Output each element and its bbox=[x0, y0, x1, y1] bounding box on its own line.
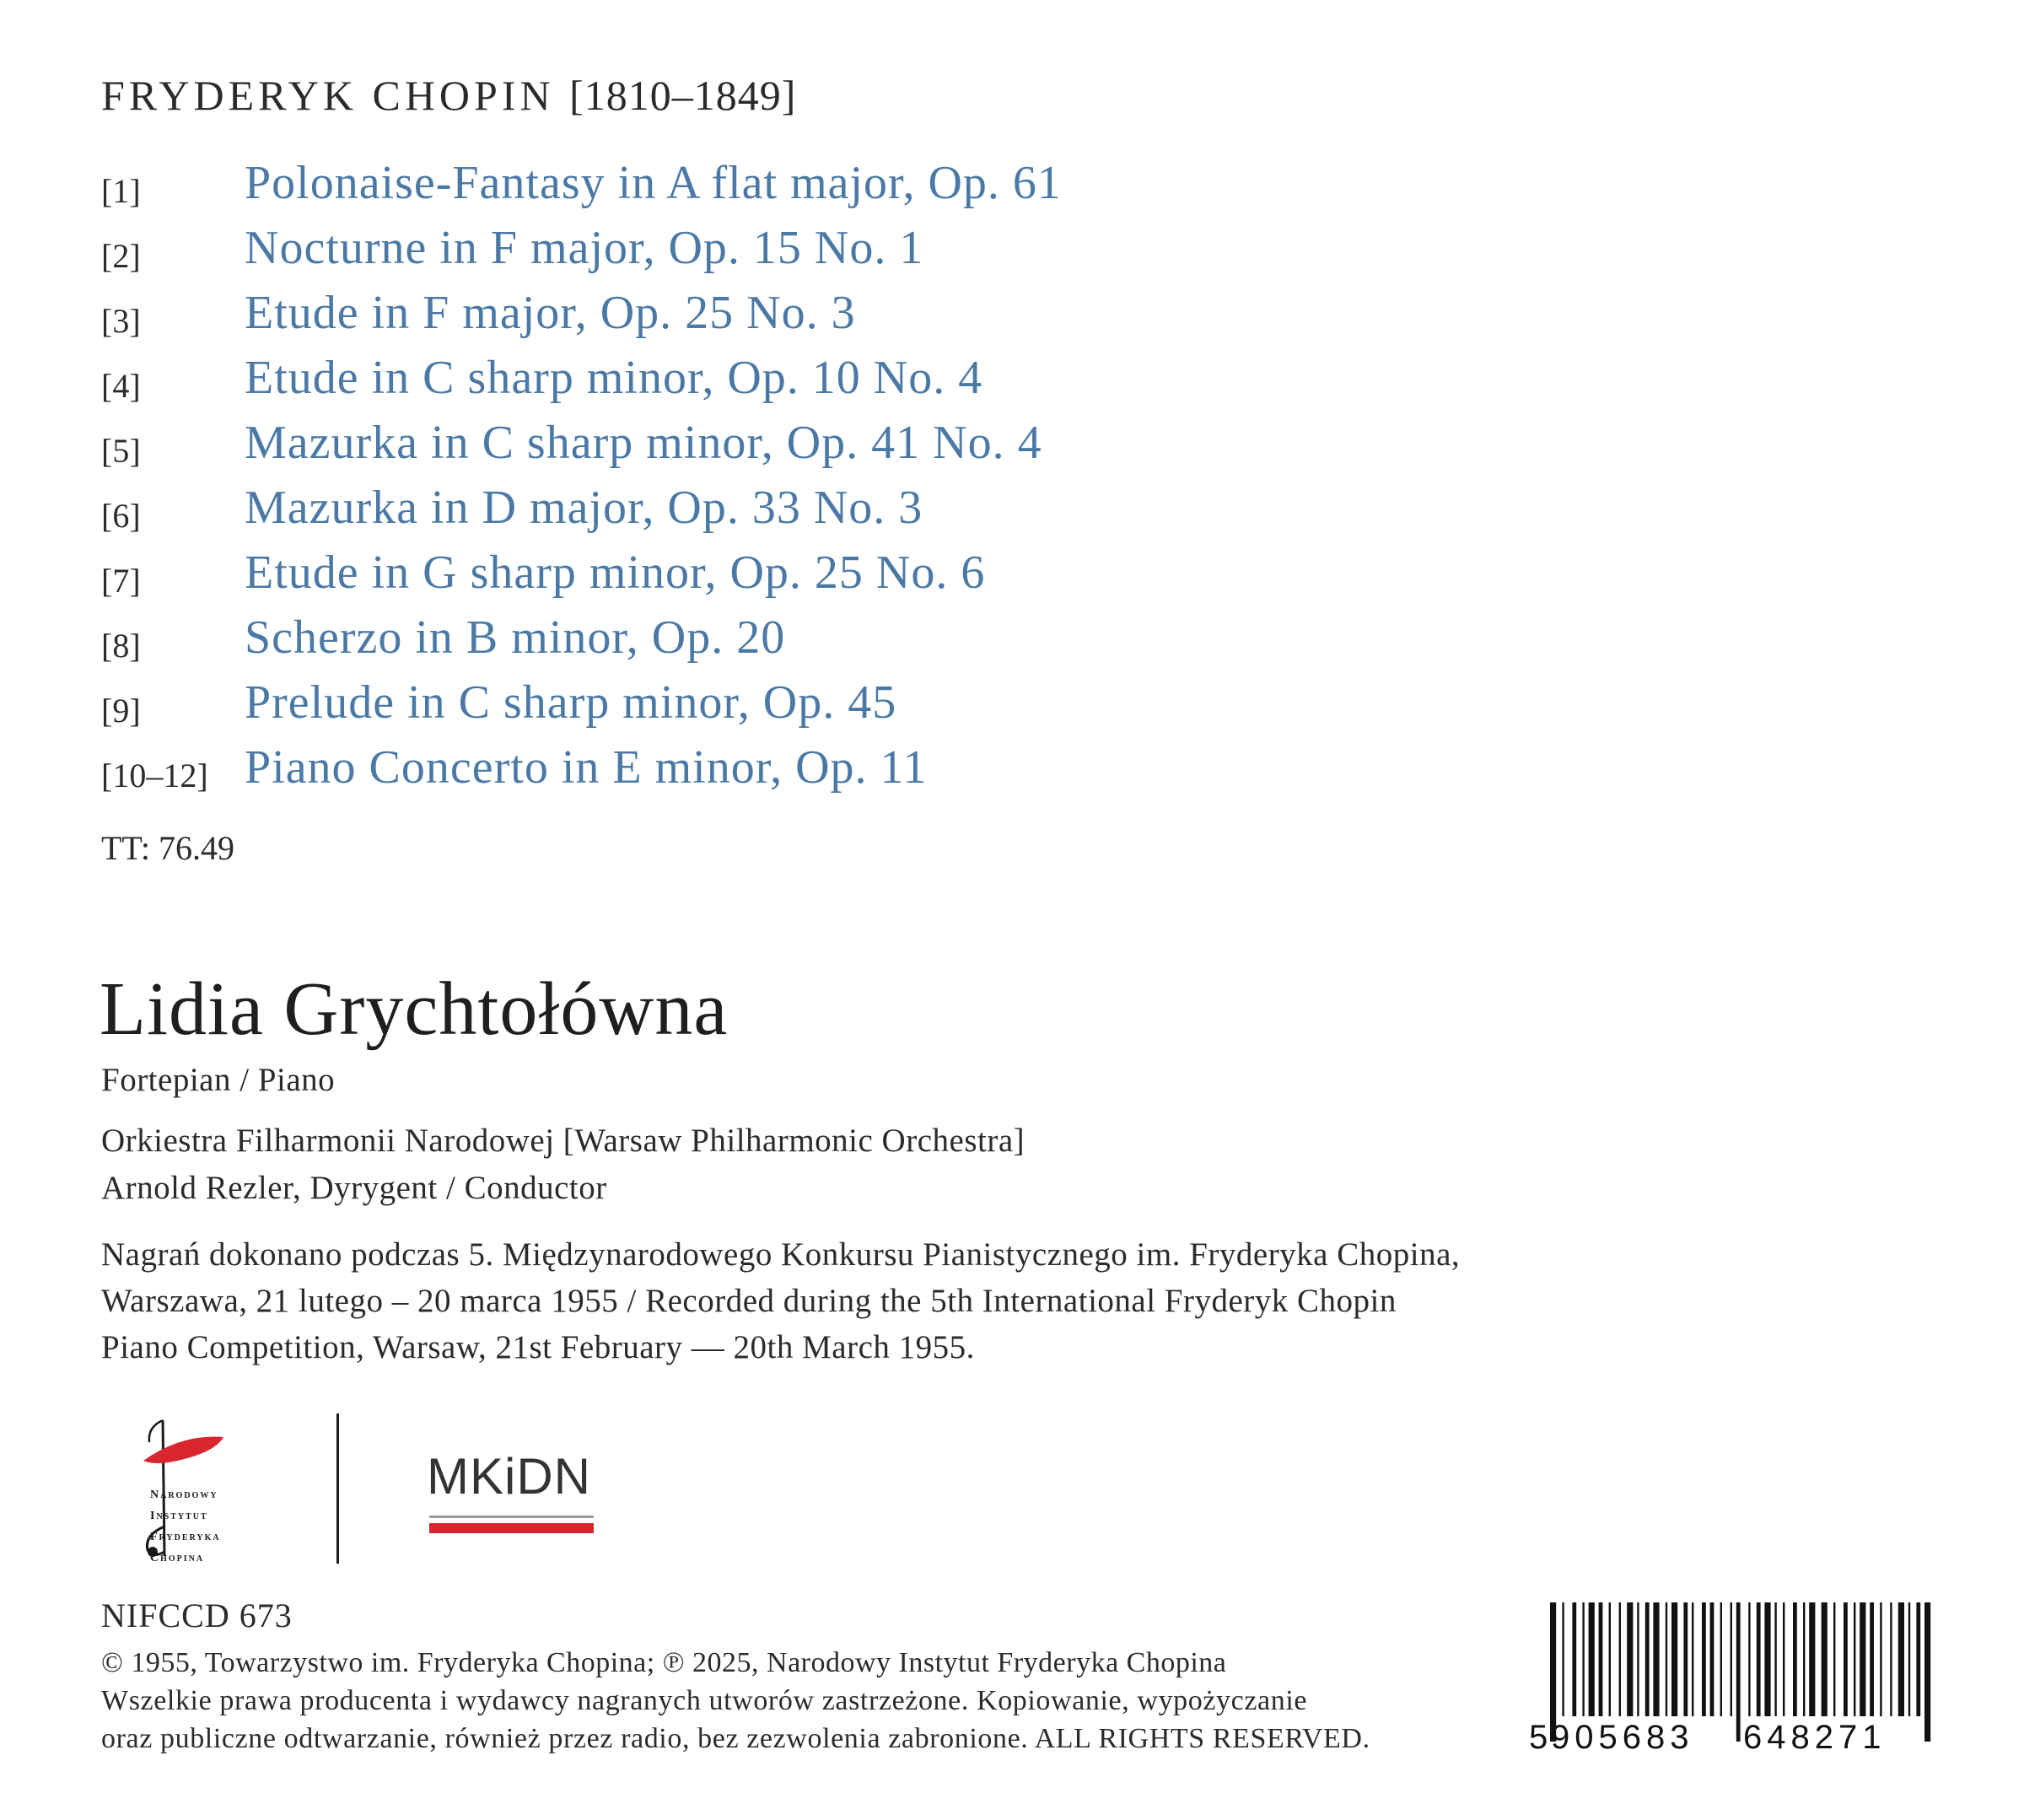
barcode-bar bbox=[1880, 1602, 1881, 1716]
barcode-bar bbox=[1702, 1602, 1706, 1716]
copyright-line: © 1955, Towarzystwo im. Fryderyka Chopina; ℗ 2025, Narodowy Instytut Fryderyka Chopina bbox=[101, 1647, 1227, 1678]
barcode-bar bbox=[1609, 1602, 1611, 1716]
barcode-bar bbox=[1774, 1602, 1776, 1716]
catalog-number: NIFCCD 673 bbox=[101, 1597, 293, 1634]
barcode-group-1: 905683 bbox=[1551, 1719, 1694, 1756]
track-title: Mazurka in D major, Op. 33 No. 3 bbox=[245, 482, 923, 534]
track-title: Nocturne in F major, Op. 15 No. 1 bbox=[245, 222, 924, 274]
barcode-bar bbox=[1890, 1602, 1892, 1716]
track-item bbox=[101, 481, 1282, 546]
barcode-bar bbox=[1822, 1602, 1828, 1716]
track-title: Etude in C sharp minor, Op. 10 No. 4 bbox=[245, 352, 983, 404]
track-number: [10–12] bbox=[101, 757, 208, 794]
barcode-group-2: 648271 bbox=[1743, 1719, 1887, 1756]
track-title: Etude in G sharp minor, Op. 25 No. 6 bbox=[245, 547, 986, 599]
barcode-bar bbox=[1783, 1602, 1784, 1716]
mkidn-logo-red-bar bbox=[429, 1523, 594, 1533]
composer-heading bbox=[101, 71, 796, 120]
track-item bbox=[101, 676, 1282, 740]
rights-line-2: oraz publiczne odtwarzanie, również przez radio, bez zezwolenia zabronione. ALL RIGHTS RESERVED. bbox=[101, 1723, 1370, 1754]
track-item bbox=[101, 416, 1282, 481]
barcode-bar bbox=[1619, 1602, 1621, 1716]
performer-role: Fortepian / Piano bbox=[101, 1062, 336, 1098]
composer-years: [1810–1849] bbox=[569, 72, 797, 119]
track-title: Piano Concerto in E minor, Op. 11 bbox=[245, 741, 928, 794]
rights-line-1: Wszelkie prawa producenta i wydawcy nagranych utworów zastrzeżone. Kopiowanie, wypożyczanie bbox=[101, 1685, 1308, 1716]
barcode-bar bbox=[1589, 1602, 1595, 1716]
barcode-bar bbox=[1809, 1602, 1815, 1716]
track-list bbox=[101, 156, 1282, 805]
barcode-bar bbox=[1599, 1602, 1603, 1716]
composer-name: FRYDERYK CHOPIN bbox=[101, 72, 555, 119]
barcode-bar bbox=[1645, 1602, 1650, 1716]
barcode-bar bbox=[1833, 1602, 1835, 1716]
barcode-bar bbox=[1572, 1602, 1576, 1716]
barcode-lead-digit: 5 bbox=[1529, 1719, 1548, 1756]
barcode-bar bbox=[1924, 1602, 1930, 1742]
track-number: [5] bbox=[101, 432, 141, 470]
barcode-bar bbox=[1908, 1602, 1910, 1716]
barcode-bar bbox=[1793, 1602, 1797, 1716]
logo-divider bbox=[336, 1413, 339, 1564]
track-item bbox=[101, 221, 1282, 286]
barcode-bar bbox=[1692, 1602, 1693, 1716]
nifc-line: Instytut bbox=[150, 1510, 208, 1522]
recording-note-line: Warszawa, 21 lutego – 20 marca 1955 / Recorded during the 5th International Fryderyk Chopin bbox=[101, 1283, 1397, 1319]
track-number: [2] bbox=[101, 237, 141, 275]
track-number: [3] bbox=[101, 302, 141, 340]
barcode-bar bbox=[1764, 1602, 1770, 1716]
barcode-bar bbox=[1803, 1602, 1805, 1716]
nifc-line: Narodowy bbox=[150, 1489, 218, 1501]
barcode-bar bbox=[1844, 1602, 1848, 1716]
barcode-bar bbox=[1582, 1602, 1584, 1716]
barcode-bar bbox=[1562, 1602, 1564, 1716]
total-time: TT: 76.49 bbox=[101, 829, 234, 867]
track-item bbox=[101, 286, 1282, 351]
track-item bbox=[101, 156, 1282, 221]
recording-note-line: Nagrań dokonano podczas 5. Międzynarodowego Konkursu Pianistycznego im. Fryderyka Chopina, bbox=[101, 1236, 1461, 1273]
mkidn-logo: MKiDN bbox=[427, 1448, 591, 1505]
barcode-bar bbox=[1898, 1602, 1904, 1716]
recording-note-line: Piano Competition, Warsaw, 21st February — 20th March 1955. bbox=[101, 1329, 975, 1365]
barcode-bar bbox=[1860, 1602, 1865, 1716]
track-number: [1] bbox=[101, 172, 141, 210]
nifc-line: Chopina bbox=[150, 1552, 205, 1564]
track-number: [4] bbox=[101, 367, 141, 405]
nifc-logo-text bbox=[150, 1484, 221, 1569]
track-item bbox=[101, 546, 1282, 611]
barcode-bar bbox=[1637, 1602, 1639, 1716]
barcode-bar bbox=[1916, 1602, 1920, 1716]
barcode-bar bbox=[1720, 1602, 1722, 1716]
track-item bbox=[101, 740, 1282, 805]
track-number: [6] bbox=[101, 497, 141, 535]
recording-note bbox=[101, 1231, 1460, 1370]
barcode-bar bbox=[1653, 1602, 1659, 1716]
track-title: Prelude in C sharp minor, Op. 45 bbox=[245, 676, 897, 729]
barcode-bar bbox=[1854, 1602, 1855, 1716]
mkidn-logo-grey-bar bbox=[429, 1516, 594, 1518]
barcode-bar bbox=[1870, 1602, 1874, 1716]
track-number: [7] bbox=[101, 562, 141, 600]
nifc-line: Fryderyka bbox=[150, 1531, 221, 1543]
track-title: Polonaise-Fantasy in A flat major, Op. 61 bbox=[245, 157, 1062, 209]
track-title: Etude in F major, Op. 25 No. 3 bbox=[245, 287, 856, 339]
barcode-bar bbox=[1731, 1602, 1732, 1716]
barcode-bar bbox=[1748, 1602, 1750, 1716]
track-title: Mazurka in C sharp minor, Op. 41 No. 4 bbox=[245, 417, 1042, 469]
barcode-bar bbox=[1666, 1602, 1667, 1716]
barcode-bar bbox=[1627, 1602, 1633, 1716]
performer-name: Lidia Grychtołówna bbox=[100, 967, 729, 1051]
track-item bbox=[101, 611, 1282, 676]
barcode-bar bbox=[1683, 1602, 1688, 1716]
barcode-bar bbox=[1671, 1602, 1677, 1716]
track-number: [8] bbox=[101, 627, 141, 665]
track-item bbox=[101, 351, 1282, 416]
orchestra-credit: Orkiestra Filharmonii Narodowej [Warsaw Philharmonic Orchestra] bbox=[101, 1123, 1025, 1159]
track-number: [9] bbox=[101, 692, 141, 730]
barcode-bar bbox=[1757, 1602, 1761, 1716]
barcode-bar bbox=[1710, 1602, 1714, 1716]
track-title: Scherzo in B minor, Op. 20 bbox=[245, 611, 786, 664]
conductor-credit: Arnold Rezler, Dyrygent / Conductor bbox=[101, 1170, 607, 1206]
barcode-bar bbox=[1736, 1602, 1741, 1742]
